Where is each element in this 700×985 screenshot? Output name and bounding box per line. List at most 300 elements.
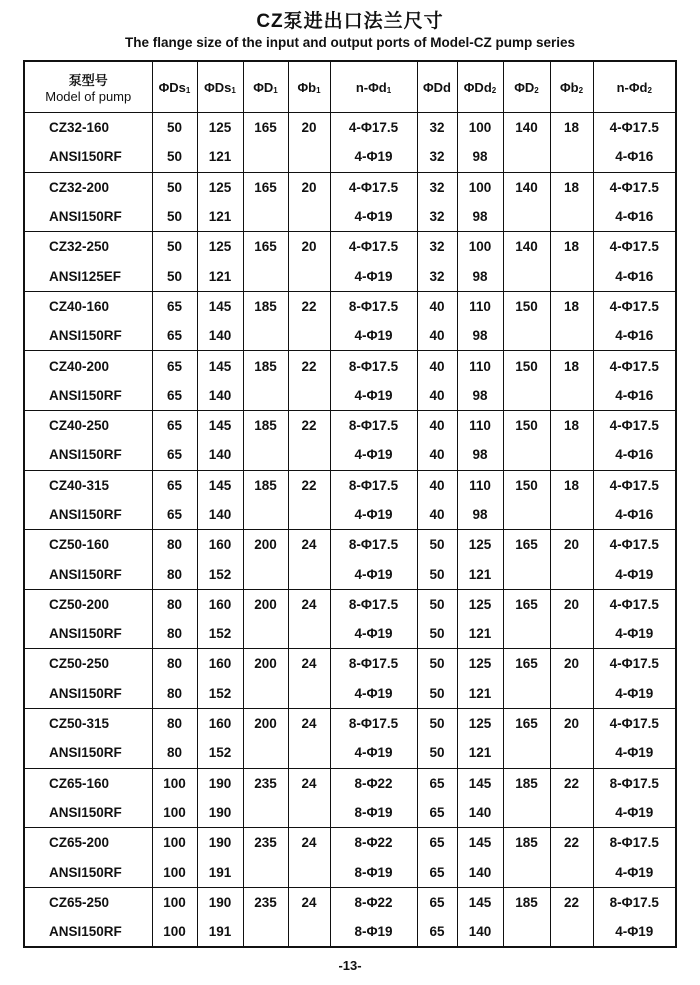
value-cell: 8-Φ17.5 bbox=[330, 530, 417, 560]
model-cell: ANSI150RF bbox=[24, 738, 152, 768]
value-cell: 20 bbox=[550, 589, 593, 619]
value-cell: 65 bbox=[152, 410, 197, 440]
value-cell: 18 bbox=[550, 351, 593, 381]
value-cell: 140 bbox=[197, 381, 243, 411]
value-cell: 32 bbox=[417, 232, 457, 262]
value-cell: 40 bbox=[417, 321, 457, 351]
value-cell bbox=[288, 917, 330, 947]
value-cell: 22 bbox=[550, 828, 593, 858]
value-cell: 32 bbox=[417, 142, 457, 172]
value-cell: 100 bbox=[457, 172, 503, 202]
value-cell: 65 bbox=[417, 917, 457, 947]
table-row bbox=[24, 708, 676, 738]
table-row bbox=[24, 142, 676, 172]
value-cell: 140 bbox=[503, 232, 550, 262]
value-cell: 65 bbox=[152, 440, 197, 470]
value-cell bbox=[288, 500, 330, 530]
value-cell: 160 bbox=[197, 589, 243, 619]
value-cell bbox=[288, 202, 330, 232]
value-cell: 50 bbox=[417, 679, 457, 709]
value-cell: 4-Φ19 bbox=[593, 857, 676, 887]
value-cell: 8-Φ19 bbox=[330, 857, 417, 887]
table-row bbox=[24, 470, 676, 500]
value-cell: 200 bbox=[243, 649, 288, 679]
value-cell: 4-Φ16 bbox=[593, 500, 676, 530]
value-cell: 110 bbox=[457, 410, 503, 440]
value-cell bbox=[550, 500, 593, 530]
value-cell: 40 bbox=[417, 291, 457, 321]
value-cell: 165 bbox=[503, 649, 550, 679]
value-cell bbox=[243, 202, 288, 232]
value-cell: 145 bbox=[197, 410, 243, 440]
value-cell bbox=[550, 798, 593, 828]
value-cell: 152 bbox=[197, 559, 243, 589]
value-cell: 8-Φ22 bbox=[330, 768, 417, 798]
value-cell: 125 bbox=[197, 232, 243, 262]
value-cell: 140 bbox=[457, 798, 503, 828]
value-cell bbox=[288, 619, 330, 649]
value-cell: 24 bbox=[288, 589, 330, 619]
value-cell: 80 bbox=[152, 589, 197, 619]
value-cell: 8-Φ22 bbox=[330, 887, 417, 917]
model-cell: CZ65-200 bbox=[24, 828, 152, 858]
value-cell bbox=[243, 261, 288, 291]
value-cell: 4-Φ16 bbox=[593, 142, 676, 172]
value-cell bbox=[550, 738, 593, 768]
value-cell: 8-Φ17.5 bbox=[593, 887, 676, 917]
value-cell: 98 bbox=[457, 440, 503, 470]
value-cell: 65 bbox=[152, 291, 197, 321]
table-row bbox=[24, 917, 676, 947]
value-cell: 80 bbox=[152, 679, 197, 709]
value-cell: 4-Φ17.5 bbox=[593, 530, 676, 560]
value-cell: 4-Φ17.5 bbox=[330, 172, 417, 202]
model-header-en: Model of pump bbox=[45, 89, 132, 104]
table-row bbox=[24, 113, 676, 143]
value-cell bbox=[550, 261, 593, 291]
model-cell: CZ50-160 bbox=[24, 530, 152, 560]
value-cell: 125 bbox=[457, 530, 503, 560]
value-cell: 18 bbox=[550, 410, 593, 440]
value-cell: 4-Φ17.5 bbox=[593, 589, 676, 619]
column-header: $\Phi D_2$ bbox=[503, 61, 550, 113]
value-cell bbox=[243, 500, 288, 530]
value-cell: 98 bbox=[457, 381, 503, 411]
value-cell: 4-Φ19 bbox=[593, 679, 676, 709]
value-cell: 150 bbox=[503, 470, 550, 500]
value-cell: 165 bbox=[503, 708, 550, 738]
value-cell: 50 bbox=[417, 708, 457, 738]
model-cell: CZ40-250 bbox=[24, 410, 152, 440]
value-cell bbox=[550, 857, 593, 887]
value-cell: 24 bbox=[288, 828, 330, 858]
value-cell: 40 bbox=[417, 381, 457, 411]
value-cell bbox=[243, 321, 288, 351]
value-cell: 100 bbox=[152, 798, 197, 828]
value-cell: 4-Φ16 bbox=[593, 440, 676, 470]
value-cell: 50 bbox=[152, 232, 197, 262]
value-cell: 145 bbox=[457, 828, 503, 858]
value-cell bbox=[550, 440, 593, 470]
model-cell: CZ40-200 bbox=[24, 351, 152, 381]
value-cell: 50 bbox=[152, 261, 197, 291]
value-cell: 8-Φ17.5 bbox=[593, 828, 676, 858]
value-cell: 65 bbox=[152, 381, 197, 411]
value-cell bbox=[503, 261, 550, 291]
model-cell: ANSI150RF bbox=[24, 559, 152, 589]
value-cell: 185 bbox=[243, 410, 288, 440]
value-cell bbox=[288, 440, 330, 470]
column-header: ΦDs$_1$ bbox=[197, 61, 243, 113]
value-cell bbox=[503, 500, 550, 530]
value-cell: 8-Φ19 bbox=[330, 798, 417, 828]
value-cell: 98 bbox=[457, 321, 503, 351]
value-cell: 40 bbox=[417, 470, 457, 500]
value-cell: 4-Φ19 bbox=[593, 559, 676, 589]
table-row bbox=[24, 768, 676, 798]
model-header-cn: 泵型号 bbox=[68, 73, 108, 88]
value-cell: 50 bbox=[417, 589, 457, 619]
value-cell: 4-Φ17.5 bbox=[593, 351, 676, 381]
table-row bbox=[24, 500, 676, 530]
value-cell: 150 bbox=[503, 291, 550, 321]
value-cell: 4-Φ19 bbox=[593, 917, 676, 947]
table-row bbox=[24, 679, 676, 709]
value-cell bbox=[243, 381, 288, 411]
value-cell bbox=[288, 798, 330, 828]
value-cell: 185 bbox=[503, 887, 550, 917]
value-cell: 4-Φ16 bbox=[593, 321, 676, 351]
table-row bbox=[24, 321, 676, 351]
column-header: ΦDd bbox=[417, 61, 457, 113]
value-cell: 4-Φ19 bbox=[330, 381, 417, 411]
value-cell bbox=[550, 679, 593, 709]
model-cell: ANSI150RF bbox=[24, 202, 152, 232]
table-row bbox=[24, 381, 676, 411]
model-cell: CZ40-315 bbox=[24, 470, 152, 500]
table-row bbox=[24, 172, 676, 202]
value-cell bbox=[243, 679, 288, 709]
value-cell bbox=[503, 559, 550, 589]
value-cell: 18 bbox=[550, 291, 593, 321]
value-cell: 24 bbox=[288, 649, 330, 679]
value-cell: 185 bbox=[243, 470, 288, 500]
value-cell: 80 bbox=[152, 738, 197, 768]
value-cell bbox=[503, 857, 550, 887]
value-cell: 4-Φ17.5 bbox=[593, 410, 676, 440]
value-cell: 18 bbox=[550, 172, 593, 202]
column-header: $n-\Phi d_1$ bbox=[330, 61, 417, 113]
value-cell: 160 bbox=[197, 708, 243, 738]
value-cell: 152 bbox=[197, 679, 243, 709]
value-cell: 50 bbox=[152, 113, 197, 143]
table-row bbox=[24, 232, 676, 262]
value-cell: 185 bbox=[243, 291, 288, 321]
value-cell: 152 bbox=[197, 738, 243, 768]
value-cell: 140 bbox=[457, 917, 503, 947]
column-header: $\Phi D_1$ bbox=[243, 61, 288, 113]
model-cell: CZ50-200 bbox=[24, 589, 152, 619]
model-cell: ANSI150RF bbox=[24, 321, 152, 351]
value-cell: 121 bbox=[197, 142, 243, 172]
value-cell: 32 bbox=[417, 172, 457, 202]
value-cell: 200 bbox=[243, 708, 288, 738]
value-cell: 165 bbox=[243, 232, 288, 262]
value-cell: 145 bbox=[197, 470, 243, 500]
value-cell bbox=[288, 321, 330, 351]
table-row bbox=[24, 798, 676, 828]
value-cell: 100 bbox=[152, 828, 197, 858]
value-cell: 165 bbox=[243, 113, 288, 143]
value-cell: 4-Φ19 bbox=[330, 142, 417, 172]
value-cell: 152 bbox=[197, 619, 243, 649]
value-cell: 235 bbox=[243, 887, 288, 917]
value-cell: 165 bbox=[503, 530, 550, 560]
column-header: ΦDs$_1$ bbox=[152, 61, 197, 113]
value-cell bbox=[503, 619, 550, 649]
value-cell: 8-Φ17.5 bbox=[330, 589, 417, 619]
value-cell bbox=[503, 202, 550, 232]
value-cell: 8-Φ19 bbox=[330, 917, 417, 947]
value-cell: 50 bbox=[417, 530, 457, 560]
model-cell: ANSI125EF bbox=[24, 261, 152, 291]
value-cell bbox=[288, 679, 330, 709]
value-cell: 100 bbox=[457, 113, 503, 143]
table-row bbox=[24, 589, 676, 619]
value-cell bbox=[288, 559, 330, 589]
value-cell: 50 bbox=[417, 649, 457, 679]
value-cell bbox=[550, 917, 593, 947]
table-row bbox=[24, 619, 676, 649]
table-row bbox=[24, 202, 676, 232]
value-cell: 4-Φ19 bbox=[330, 559, 417, 589]
value-cell: 140 bbox=[503, 172, 550, 202]
model-cell: CZ65-160 bbox=[24, 768, 152, 798]
value-cell: 65 bbox=[417, 828, 457, 858]
model-cell: ANSI150RF bbox=[24, 917, 152, 947]
value-cell: 4-Φ17.5 bbox=[330, 232, 417, 262]
value-cell: 50 bbox=[152, 172, 197, 202]
value-cell: 121 bbox=[457, 679, 503, 709]
value-cell bbox=[243, 798, 288, 828]
value-cell: 4-Φ17.5 bbox=[593, 232, 676, 262]
table-row bbox=[24, 291, 676, 321]
value-cell bbox=[243, 917, 288, 947]
value-cell: 4-Φ19 bbox=[330, 440, 417, 470]
model-cell: ANSI150RF bbox=[24, 798, 152, 828]
value-cell: 80 bbox=[152, 649, 197, 679]
value-cell: 121 bbox=[457, 738, 503, 768]
value-cell: 20 bbox=[550, 530, 593, 560]
value-cell bbox=[503, 679, 550, 709]
model-cell: ANSI150RF bbox=[24, 857, 152, 887]
value-cell bbox=[503, 440, 550, 470]
value-cell: 100 bbox=[457, 232, 503, 262]
value-cell bbox=[288, 381, 330, 411]
value-cell: 145 bbox=[457, 768, 503, 798]
value-cell: 40 bbox=[417, 410, 457, 440]
table-row bbox=[24, 351, 676, 381]
value-cell: 50 bbox=[417, 619, 457, 649]
value-cell: 4-Φ19 bbox=[330, 619, 417, 649]
value-cell: 125 bbox=[457, 589, 503, 619]
model-cell: CZ65-250 bbox=[24, 887, 152, 917]
value-cell: 98 bbox=[457, 142, 503, 172]
value-cell: 65 bbox=[152, 321, 197, 351]
value-cell: 4-Φ19 bbox=[593, 798, 676, 828]
value-cell bbox=[503, 917, 550, 947]
value-cell: 50 bbox=[417, 738, 457, 768]
value-cell: 65 bbox=[417, 857, 457, 887]
value-cell: 65 bbox=[417, 887, 457, 917]
model-cell: ANSI150RF bbox=[24, 440, 152, 470]
value-cell: 4-Φ16 bbox=[593, 202, 676, 232]
value-cell: 235 bbox=[243, 768, 288, 798]
value-cell: 20 bbox=[550, 649, 593, 679]
value-cell: 4-Φ17.5 bbox=[593, 291, 676, 321]
model-cell: ANSI150RF bbox=[24, 619, 152, 649]
page-title: CZ泵进出口法兰尺寸 bbox=[256, 11, 444, 32]
model-cell: CZ50-315 bbox=[24, 708, 152, 738]
value-cell bbox=[503, 798, 550, 828]
value-cell: 160 bbox=[197, 649, 243, 679]
value-cell bbox=[243, 559, 288, 589]
table-body bbox=[24, 113, 676, 948]
value-cell: 32 bbox=[417, 113, 457, 143]
value-cell: 98 bbox=[457, 500, 503, 530]
value-cell bbox=[288, 857, 330, 887]
table-row bbox=[24, 440, 676, 470]
value-cell bbox=[503, 738, 550, 768]
model-cell: ANSI150RF bbox=[24, 142, 152, 172]
value-cell: 98 bbox=[457, 202, 503, 232]
value-cell: 121 bbox=[197, 202, 243, 232]
value-cell: 8-Φ17.5 bbox=[330, 291, 417, 321]
value-cell: 8-Φ17.5 bbox=[330, 470, 417, 500]
value-cell bbox=[243, 142, 288, 172]
value-cell: 65 bbox=[417, 768, 457, 798]
table-row bbox=[24, 559, 676, 589]
value-cell: 125 bbox=[197, 172, 243, 202]
value-cell: 8-Φ17.5 bbox=[330, 649, 417, 679]
value-cell: 40 bbox=[417, 440, 457, 470]
value-cell: 65 bbox=[152, 470, 197, 500]
value-cell: 20 bbox=[288, 232, 330, 262]
value-cell: 80 bbox=[152, 619, 197, 649]
value-cell: 200 bbox=[243, 589, 288, 619]
value-cell: 8-Φ17.5 bbox=[330, 708, 417, 738]
value-cell: 40 bbox=[417, 500, 457, 530]
value-cell bbox=[243, 738, 288, 768]
value-cell: 20 bbox=[288, 172, 330, 202]
value-cell bbox=[288, 261, 330, 291]
value-cell: 4-Φ16 bbox=[593, 381, 676, 411]
value-cell: 121 bbox=[457, 559, 503, 589]
value-cell: 140 bbox=[457, 857, 503, 887]
value-cell: 165 bbox=[503, 589, 550, 619]
value-cell: 190 bbox=[197, 798, 243, 828]
value-cell: 140 bbox=[503, 113, 550, 143]
flange-size-table bbox=[23, 60, 677, 948]
value-cell: 8-Φ22 bbox=[330, 828, 417, 858]
value-cell: 22 bbox=[288, 470, 330, 500]
value-cell: 18 bbox=[550, 470, 593, 500]
value-cell: 4-Φ17.5 bbox=[330, 113, 417, 143]
value-cell: 4-Φ17.5 bbox=[593, 172, 676, 202]
value-cell: 235 bbox=[243, 828, 288, 858]
value-cell: 24 bbox=[288, 708, 330, 738]
value-cell: 4-Φ17.5 bbox=[593, 708, 676, 738]
value-cell: 4-Φ19 bbox=[330, 679, 417, 709]
column-header: $\Phi b_1$ bbox=[288, 61, 330, 113]
model-cell: ANSI150RF bbox=[24, 500, 152, 530]
value-cell: 32 bbox=[417, 261, 457, 291]
value-cell: 4-Φ19 bbox=[330, 202, 417, 232]
column-header: $n-\Phi d_2$ bbox=[593, 61, 676, 113]
value-cell: 98 bbox=[457, 261, 503, 291]
table-row bbox=[24, 738, 676, 768]
value-cell: 185 bbox=[503, 828, 550, 858]
value-cell: 65 bbox=[152, 500, 197, 530]
value-cell bbox=[550, 321, 593, 351]
value-cell: 20 bbox=[550, 708, 593, 738]
value-cell: 22 bbox=[550, 887, 593, 917]
value-cell: 100 bbox=[152, 768, 197, 798]
table-header-row bbox=[24, 61, 676, 113]
value-cell: 65 bbox=[152, 351, 197, 381]
value-cell bbox=[288, 142, 330, 172]
value-cell: 140 bbox=[197, 321, 243, 351]
value-cell: 145 bbox=[197, 351, 243, 381]
value-cell: 160 bbox=[197, 530, 243, 560]
model-header bbox=[24, 61, 152, 113]
value-cell: 121 bbox=[197, 261, 243, 291]
value-cell: 24 bbox=[288, 768, 330, 798]
value-cell bbox=[503, 321, 550, 351]
value-cell: 191 bbox=[197, 917, 243, 947]
value-cell: 145 bbox=[197, 291, 243, 321]
value-cell bbox=[288, 738, 330, 768]
value-cell: 18 bbox=[550, 113, 593, 143]
table-row bbox=[24, 530, 676, 560]
value-cell: 140 bbox=[197, 440, 243, 470]
value-cell: 190 bbox=[197, 887, 243, 917]
column-header: $\Phi b_2$ bbox=[550, 61, 593, 113]
value-cell: 50 bbox=[152, 142, 197, 172]
page-subtitle: The flange size of the input and output ports of Model-CZ pump series bbox=[125, 35, 575, 50]
value-cell: 100 bbox=[152, 917, 197, 947]
model-cell: CZ50-250 bbox=[24, 649, 152, 679]
value-cell: 22 bbox=[288, 351, 330, 381]
value-cell: 32 bbox=[417, 202, 457, 232]
value-cell: 24 bbox=[288, 530, 330, 560]
table-row bbox=[24, 828, 676, 858]
value-cell: 110 bbox=[457, 291, 503, 321]
value-cell: 50 bbox=[152, 202, 197, 232]
value-cell: 200 bbox=[243, 530, 288, 560]
value-cell: 4-Φ19 bbox=[330, 321, 417, 351]
value-cell: 4-Φ19 bbox=[330, 500, 417, 530]
value-cell: 185 bbox=[503, 768, 550, 798]
value-cell: 8-Φ17.5 bbox=[330, 410, 417, 440]
value-cell bbox=[550, 142, 593, 172]
value-cell: 125 bbox=[457, 708, 503, 738]
value-cell: 121 bbox=[457, 619, 503, 649]
value-cell: 190 bbox=[197, 768, 243, 798]
value-cell: 4-Φ19 bbox=[330, 738, 417, 768]
value-cell: 100 bbox=[152, 857, 197, 887]
value-cell: 65 bbox=[417, 798, 457, 828]
